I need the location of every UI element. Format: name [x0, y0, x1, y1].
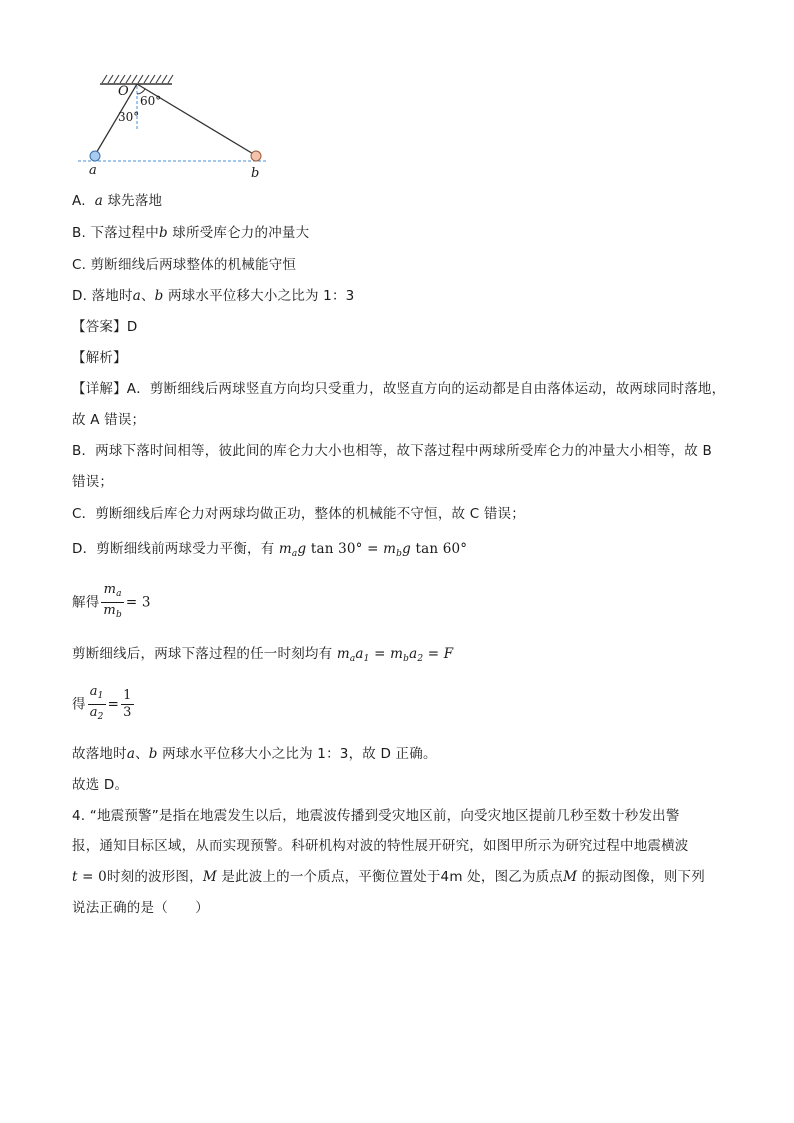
acceleration-ratio-fraction: $\frac{a_1}{a_2}$: [89, 684, 104, 722]
analysis-label: 【解析】: [72, 350, 127, 366]
ceiling-hatch: [102, 75, 173, 83]
detail-line-9: 得 $\frac{a_1}{a_2}$ = $\frac{1}{3}$: [72, 684, 136, 725]
option-d: D. 落地时a、b 两球水平位移大小之比为 1：3: [72, 288, 355, 304]
detail-line-1: 【详解】A．剪断细线后两球竖直方向均只受重力，故竖直方向的运动都是自由落体运动，故两球同时落地，: [72, 381, 726, 397]
detail-line-2: 故 A 错误；: [72, 412, 146, 428]
q4-line-2: 报，通知目标区域，从而实现预警。科研机构对波的特性展开研究，如图甲所示为研究过程中地震横波: [72, 838, 689, 854]
label-o: O: [118, 84, 129, 99]
detail-line-7: 解得 $\frac{m_a}{m_b}$ = 3: [72, 582, 151, 623]
detail-line-11: 故选 D。: [72, 777, 129, 793]
ball-b: [251, 151, 261, 161]
label-b: b: [251, 166, 260, 181]
option-a: A. a 球先落地: [72, 193, 163, 209]
ball-a: [90, 151, 100, 161]
mass-ratio-fraction: $\frac{m_a}{m_b}$: [103, 582, 122, 620]
detail-line-5: C．剪断细线后库仑力对两球均做正功，整体的机械能不守恒，故 C 错误；: [72, 506, 525, 522]
detail-line-3: B．两球下落时间相等，彼此间的库仑力大小也相等，故下落过程中两球所受库仑力的冲量大小相等，故 B: [72, 443, 712, 459]
q4-line-4: 说法正确的是（ ）: [72, 900, 209, 916]
answer-line: 【答案】D: [72, 319, 138, 335]
label-angle-60: 60°: [140, 94, 162, 108]
label-a: a: [89, 163, 97, 178]
detail-line-10: 故落地时a、b 两球水平位移大小之比为 1：3，故 D 正确。: [72, 746, 437, 762]
option-c: C. 剪断细线后两球整体的机械能守恒: [72, 257, 297, 273]
one-third-fraction: $\frac{1}{3}$: [123, 688, 132, 720]
detail-line-4: 错误；: [72, 474, 114, 490]
pendulum-figure: [0, 60, 794, 250]
q4-line-3: t = 0时刻的波形图，M 是此波上的一个质点，平衡位置处于4m 处，图乙为质点M 的振动图像，则下列: [72, 869, 705, 885]
detail-line-8: 剪断细线后，两球下落过程的任一时刻均有 $m_aa_1 = m_ba_2 = F$: [72, 646, 454, 664]
label-angle-30: 30°: [118, 110, 140, 124]
q4-line-1: 4. “地震预警”是指在地震发生以后，地震波传播到受灾地区前，向受灾地区提前几秒至数十秒发出警: [72, 808, 680, 824]
detail-line-6: D．剪断细线前两球受力平衡，有 $m_ag$ $\tan 30^\circ = m_bg$ tan 60°: [72, 541, 468, 559]
option-b: B. 下落过程中b 球所受库仑力的冲量大: [72, 225, 310, 241]
